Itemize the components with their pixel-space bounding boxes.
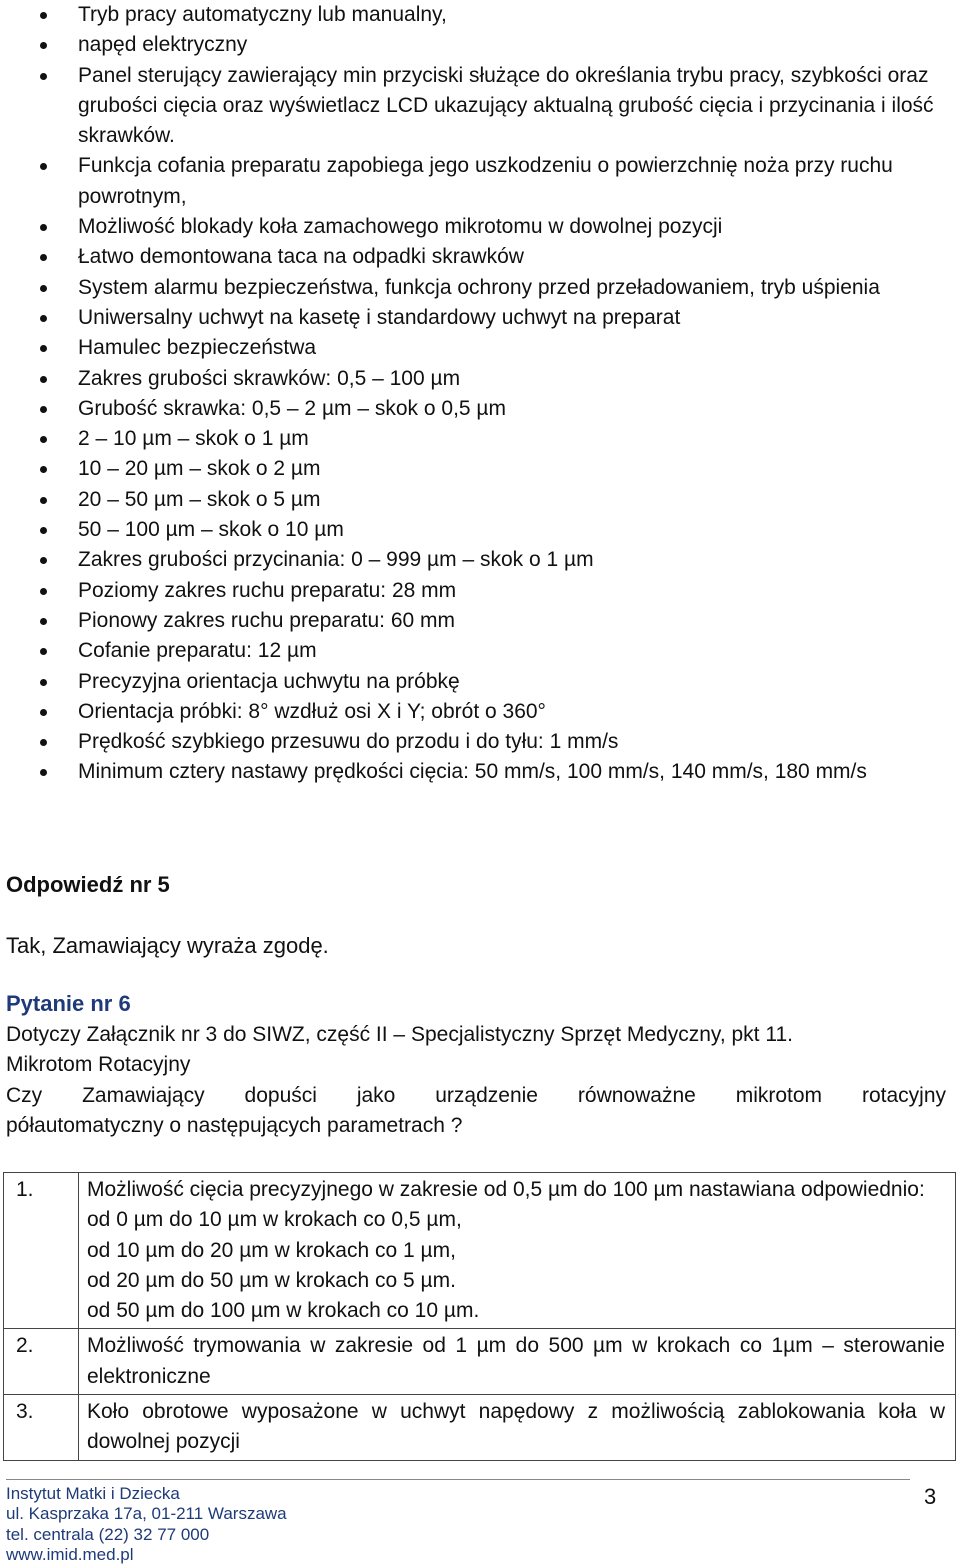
bullet-item [0, 61, 960, 152]
bullet-item [0, 30, 960, 60]
bullet-dot-icon [40, 406, 47, 413]
bullet-dot-icon [40, 466, 47, 473]
bullet-item [0, 606, 960, 636]
footer-phone: tel. centrala (22) 32 77 000 [6, 1524, 210, 1544]
bullet-dot-icon [40, 648, 47, 655]
bullet-dot-icon [40, 12, 47, 19]
row-description-line: od 20 µm do 50 µm w krokach co 5 µm. [87, 1268, 456, 1292]
bullet-dot-icon [40, 618, 47, 625]
bullet-dot-icon [40, 588, 47, 595]
bullet-dot-icon [40, 42, 47, 49]
bullet-item [0, 364, 960, 394]
bullet-item [0, 757, 960, 787]
bullet-dot-icon [40, 709, 47, 716]
bullet-item [0, 151, 960, 212]
bullet-text: Zakres grubości skrawków: 0,5 – 100 µm [78, 366, 461, 390]
bullet-text: 50 – 100 µm – skok o 10 µm [78, 518, 344, 542]
bullet-text: napęd elektryczny [78, 33, 248, 57]
bullet-dot-icon [40, 345, 47, 352]
table-row [4, 1173, 956, 1329]
bullet-text: Panel sterujący zawierający min przyciski służące do określania trybu pracy, szybkości oraz grubości cięcia oraz wyświetlacz LCD ukazujący aktualną grubość cięcia i przycinania i ilość skrawków. [78, 63, 934, 148]
bullet-item [0, 454, 960, 484]
row-description [79, 1395, 956, 1461]
footer-divider [6, 1479, 910, 1480]
bullet-text: Możliwość blokady koła zamachowego mikrotomu w dowolnej pozycji [78, 215, 723, 239]
footer-address [6, 1484, 287, 1565]
row-description-line: Koło obrotowe wyposażone w uchwyt napędowy z możliwością zablokowania koła w dowolnej pozycji [87, 1400, 945, 1454]
parameters-table [3, 1172, 956, 1461]
row-description-line: od 0 µm do 10 µm w krokach co 0,5 µm, [87, 1208, 462, 1232]
bullet-dot-icon [40, 376, 47, 383]
row-description-line: od 50 µm do 100 µm w krokach co 10 µm. [87, 1299, 480, 1323]
bullet-item [0, 212, 960, 242]
bullet-item [0, 273, 960, 303]
bullet-dot-icon [40, 769, 47, 776]
bullet-dot-icon [40, 73, 47, 80]
row-description-line: Możliwość trymowania w zakresie od 1 µm do 500 µm w krokach co 1µm – sterowanie elektroniczne [87, 1334, 945, 1388]
bullet-text: 10 – 20 µm – skok o 2 µm [78, 457, 321, 481]
bullet-item [0, 333, 960, 363]
bullet-item [0, 576, 960, 606]
bullet-text: 20 – 50 µm – skok o 5 µm [78, 487, 321, 511]
bullet-item [0, 515, 960, 545]
bullet-item [0, 636, 960, 666]
question-device-name: Mikrotom Rotacyjny [6, 1053, 191, 1076]
table-row [4, 1395, 956, 1461]
footer-street: ul. Kasprzaka 17a, 01-211 Warszawa [6, 1504, 287, 1524]
bullet-text: Zakres grubości przycinania: 0 – 999 µm – skok o 1 µm [78, 548, 594, 572]
bullet-dot-icon [40, 285, 47, 292]
row-description-line: od 10 µm do 20 µm w krokach co 1 µm, [87, 1238, 456, 1262]
question-reference: Dotyczy Załącznik nr 3 do SIWZ, część II – Specjalistyczny Sprzęt Medyczny, pkt 11. [6, 1023, 793, 1046]
bullet-dot-icon [40, 224, 47, 231]
bullet-text: Uniwersalny uchwyt na kasetę i standardowy uchwyt na preparat [78, 305, 681, 329]
bullet-dot-icon [40, 739, 47, 746]
bullet-text: Cofanie preparatu: 12 µm [78, 639, 317, 663]
page-number: 3 [924, 1484, 937, 1509]
row-number: 2. [4, 1329, 79, 1395]
bullet-dot-icon [40, 679, 47, 686]
bullet-item [0, 727, 960, 757]
bullet-dot-icon [40, 497, 47, 504]
row-description-line: Możliwość cięcia precyzyjnego w zakresie od 0,5 µm do 100 µm nastawiana odpowiednio: [87, 1178, 925, 1201]
row-description [79, 1329, 956, 1395]
bullet-text: Poziomy zakres ruchu preparatu: 28 mm [78, 578, 457, 602]
bullet-dot-icon [40, 436, 47, 443]
row-description [79, 1173, 956, 1329]
bullet-text: Tryb pracy automatyczny lub manualny, [78, 3, 447, 26]
bullet-item [0, 545, 960, 575]
bullet-text: Łatwo demontowana taca na odpadki skrawków [78, 245, 524, 269]
bullet-item [0, 697, 960, 727]
row-number: 3. [4, 1395, 79, 1461]
bullet-text: Hamulec bezpieczeństwa [78, 336, 317, 360]
question-heading: Pytanie nr 6 [6, 991, 131, 1016]
bullet-item [0, 303, 960, 333]
bullet-item [0, 242, 960, 272]
bullet-text: 2 – 10 µm – skok o 1 µm [78, 427, 309, 451]
bullet-dot-icon [40, 254, 47, 261]
bullet-text: Funkcja cofania preparatu zapobiega jego uszkodzeniu o powierzchnię noża przy ruchu powrotnym, [78, 154, 893, 208]
bullet-text: Pionowy zakres ruchu preparatu: 60 mm [78, 608, 456, 632]
bullet-text: Precyzyjna orientacja uchwytu na próbkę [78, 669, 460, 693]
answer-heading: Odpowiedź nr 5 [6, 872, 170, 897]
bullet-dot-icon [40, 557, 47, 564]
bullet-dot-icon [40, 163, 47, 170]
bullet-dot-icon [40, 315, 47, 322]
bullet-dot-icon [40, 527, 47, 534]
bullet-text: Prędkość szybkiego przesuwu do przodu i do tyłu: 1 mm/s [78, 730, 619, 754]
question-text-line-2: półautomatyczny o następujących parametrach ? [6, 1114, 463, 1137]
bullet-item [0, 485, 960, 515]
row-number: 1. [4, 1173, 79, 1329]
bullet-item [0, 394, 960, 424]
bullet-item [0, 0, 960, 30]
bullet-item [0, 424, 960, 454]
bullet-item [0, 667, 960, 697]
footer-institution: Instytut Matki i Dziecka [6, 1484, 180, 1503]
bullet-text: Grubość skrawka: 0,5 – 2 µm – skok o 0,5 µm [78, 396, 507, 420]
footer-website: www.imid.med.pl [6, 1544, 134, 1564]
bullet-text: Orientacja próbki: 8° wzdłuż osi X i Y; obrót o 360° [78, 699, 546, 723]
bullet-text: Minimum cztery nastawy prędkości cięcia: 50 mm/s, 100 mm/s, 140 mm/s, 180 mm/s [78, 760, 867, 784]
bullet-text: System alarmu bezpieczeństwa, funkcja ochrony przed przeładowaniem, tryb uśpienia [78, 275, 880, 299]
answer-text: Tak, Zamawiający wyraża zgodę. [6, 933, 329, 958]
table-row [4, 1329, 956, 1395]
question-text-line-1: Czy Zamawiający dopuści jako urządzenie równoważne mikrotom rotacyjny [6, 1084, 946, 1107]
